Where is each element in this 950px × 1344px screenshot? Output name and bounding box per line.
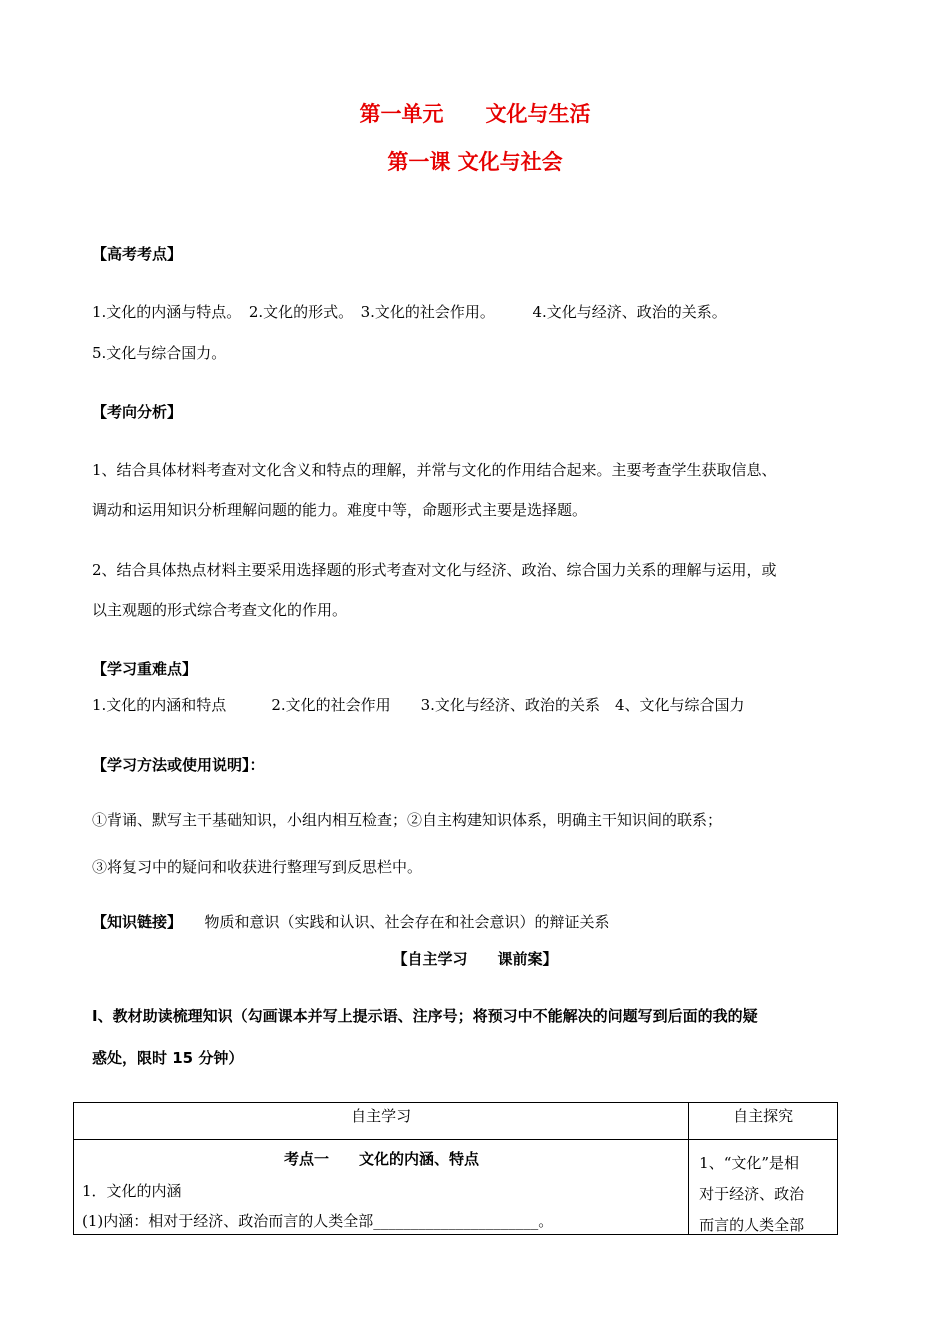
- key-points-heading: 【学习重难点】: [92, 660, 198, 678]
- explore-line: 1、“文化”是相: [699, 1154, 800, 1172]
- unit-title: 第一单元 文化与生活: [359, 102, 591, 126]
- exam-point-one-title: 考点一 文化的内涵、特点: [283, 1150, 479, 1168]
- trend-paragraph-1-line-1: 1、结合具体材料考查对文化含义和特点的理解，并常与文化的作用结合起来。主要考查学生获取信息、: [92, 461, 777, 479]
- trend-paragraph-2-line-1: 2、结合具体热点材料主要采用选择题的形式考查对文化与经济、政治、综合国力关系的理解与运用，或: [92, 561, 777, 579]
- explore-text: [699, 1148, 829, 1241]
- key-points-line: 1.文化的内涵和特点 2.文化的社会作用 3.文化与经济、政治的关系 4、文化与综合国力: [92, 696, 745, 714]
- explore-line: 而言的人类全部: [699, 1216, 805, 1234]
- explore-line: 对于经济、政治: [699, 1185, 805, 1203]
- self-study-cell: [74, 1140, 689, 1235]
- method-line-1: ①背诵、默写主干基础知识，小组内相互检查；②自主构建知识体系，明确主干知识间的联系；: [92, 811, 723, 829]
- knowledge-link-text: 物质和意识（实践和认识、社会存在和社会意识）的辩证关系: [204, 913, 610, 931]
- exam-points-heading: 【高考考点】: [92, 245, 183, 263]
- method-line-2: ③将复习中的疑问和收获进行整理写到反思栏中。: [92, 858, 423, 876]
- method-heading: 【学习方法或使用说明】：: [92, 756, 265, 774]
- connotation-fill-blank: (1)内涵：相对于经济、政治而言的人类全部______________________。: [82, 1212, 554, 1230]
- self-study-instruction-line-1: Ⅰ、教材助读梳理知识（勾画课本并写上提示语、注序号；将预习中不能解决的问题写到后面的我的疑: [92, 1007, 758, 1025]
- lesson-title: 第一课 文化与社会: [387, 150, 563, 174]
- table-header-row: [74, 1103, 838, 1140]
- self-study-instruction-line-2: 惑处，限时 15 分钟）: [92, 1049, 244, 1067]
- knowledge-link-heading: 【知识链接】: [92, 913, 175, 931]
- self-study-table: [73, 1102, 838, 1235]
- trend-heading: 【考向分析】: [92, 403, 183, 421]
- col-header-self-study: 自主学习: [74, 1103, 689, 1140]
- col-header-self-explore: 自主探究: [689, 1103, 838, 1140]
- knowledge-link: [92, 912, 610, 932]
- culture-connotation-item: 1．文化的内涵: [82, 1182, 182, 1200]
- exam-points-line-2: 5.文化与综合国力。: [92, 344, 227, 362]
- self-study-heading: 【自主学习 课前案】: [392, 950, 558, 968]
- trend-paragraph-2-line-2: 以主观题的形式综合考查文化的作用。: [92, 601, 348, 619]
- self-explore-cell: [689, 1140, 838, 1235]
- trend-paragraph-1-line-2: 调动和运用知识分析理解问题的能力。难度中等，命题形式主要是选择题。: [92, 501, 588, 519]
- table-row: [74, 1140, 838, 1235]
- exam-points-line-1: 1.文化的内涵与特点。 2.文化的形式。 3.文化的社会作用。 4.文化与经济、政治的关系。: [92, 303, 727, 321]
